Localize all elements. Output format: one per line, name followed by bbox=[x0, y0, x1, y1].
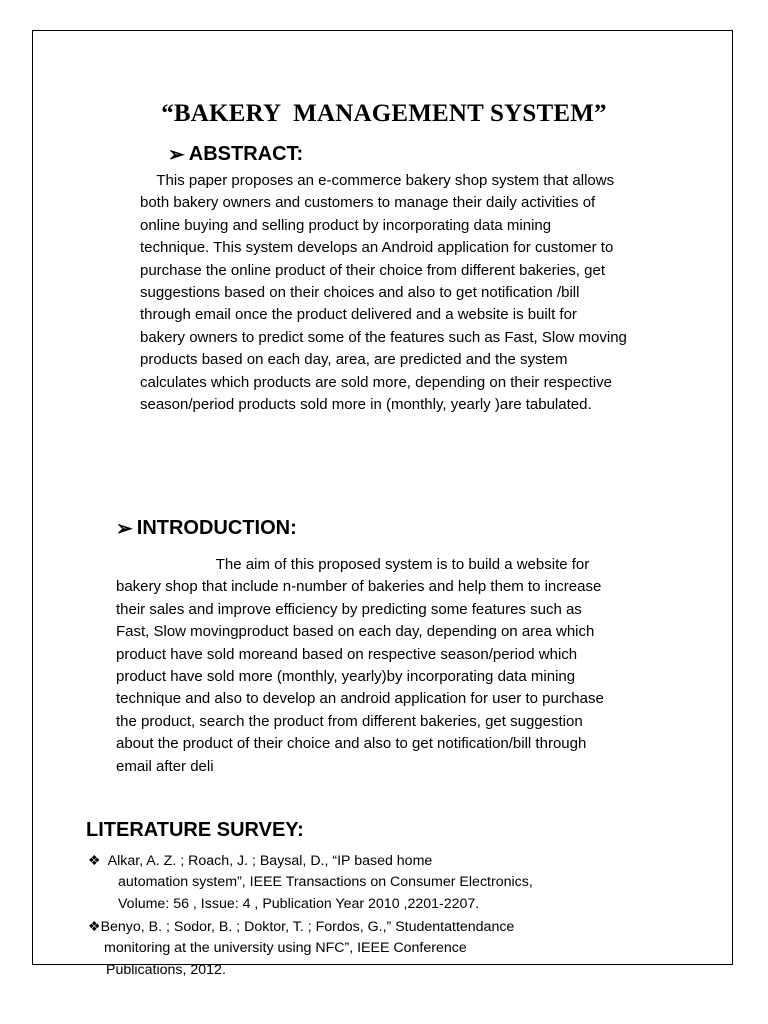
document-title: “BAKERY MANAGEMENT SYSTEM” bbox=[161, 100, 607, 127]
introduction-line: bakery shop that include n-number of bakeries and help them to increase bbox=[116, 578, 602, 596]
abstract-line: This paper proposes an e-commerce bakery shop system that allows bbox=[140, 172, 615, 189]
abstract-line: online buying and selling product by incorporating data mining bbox=[140, 216, 552, 234]
reference-item bbox=[88, 849, 533, 915]
abstract-line: both bakery owners and customers to manage their daily activities of bbox=[140, 194, 596, 212]
reference-item bbox=[88, 915, 514, 981]
diamond-bullet-icon: ❖ bbox=[88, 918, 101, 934]
introduction-paragraph bbox=[116, 554, 604, 778]
reference-line: Volume: 56 , Issue: 4 , Publication Year 2010 ,2201-2207. bbox=[118, 896, 480, 912]
reference-line: Publications, 2012. bbox=[106, 962, 226, 978]
abstract-line: through email once the product delivered and a website is built for bbox=[140, 306, 577, 324]
introduction-line: their sales and improve efficiency by predicting some features such as bbox=[116, 600, 582, 618]
reference-line: automation system”, IEEE Transactions on Consumer Electronics, bbox=[118, 874, 533, 890]
diamond-bullet-icon: ❖ bbox=[88, 852, 101, 868]
abstract-heading-label: ABSTRACT: bbox=[188, 143, 304, 165]
introduction-line: technique and also to develop an android application for user to purchase bbox=[116, 690, 604, 708]
arrow-bullet-icon: ➢ bbox=[168, 144, 185, 166]
reference-line: Benyo, B. ; Sodor, B. ; Doktor, T. ; Fordos, G.,” Studentattendance bbox=[100, 919, 515, 935]
introduction-heading-label: INTRODUCTION: bbox=[136, 517, 297, 539]
introduction-line: The aim of this proposed system is to build a website for bbox=[116, 556, 590, 573]
abstract-paragraph bbox=[140, 170, 627, 416]
abstract-line: products based on each day, area, are predicted and the system bbox=[140, 351, 568, 369]
introduction-line: Fast, Slow movingproduct based on each day, depending on area which bbox=[116, 623, 595, 641]
introduction-line: product have sold more (monthly, yearly)by incorporating data mining bbox=[116, 667, 576, 685]
arrow-bullet-icon: ➢ bbox=[116, 518, 133, 540]
literature-survey-heading: LITERATURE SURVEY: bbox=[86, 819, 304, 841]
introduction-line: the product, search the product from different bakeries, get suggestion bbox=[116, 712, 583, 730]
reference-line: monitoring at the university using NFC”, IEEE Conference bbox=[104, 940, 467, 956]
abstract-line: suggestions based on their choices and also to get notification /bill bbox=[140, 283, 580, 301]
abstract-line: technique. This system develops an Android application for customer to bbox=[140, 239, 614, 257]
introduction-line: email after deli bbox=[116, 757, 214, 775]
abstract-line: season/period products sold more in (monthly, yearly )are tabulated. bbox=[140, 395, 592, 413]
abstract-line: purchase the online product of their choice from different bakeries, get bbox=[140, 261, 605, 279]
introduction-line: product have sold moreand based on respective season/period which bbox=[116, 645, 578, 663]
abstract-heading bbox=[168, 142, 303, 167]
abstract-line: bakery owners to predict some of the features such as Fast, Slow moving bbox=[140, 328, 627, 346]
introduction-heading bbox=[116, 516, 297, 541]
introduction-line: about the product of their choice and also to get notification/bill through bbox=[116, 735, 587, 753]
reference-line: Alkar, A. Z. ; Roach, J. ; Baysal, D., “IP based home bbox=[107, 853, 433, 869]
abstract-line: calculates which products are sold more, depending on their respective bbox=[140, 373, 612, 391]
